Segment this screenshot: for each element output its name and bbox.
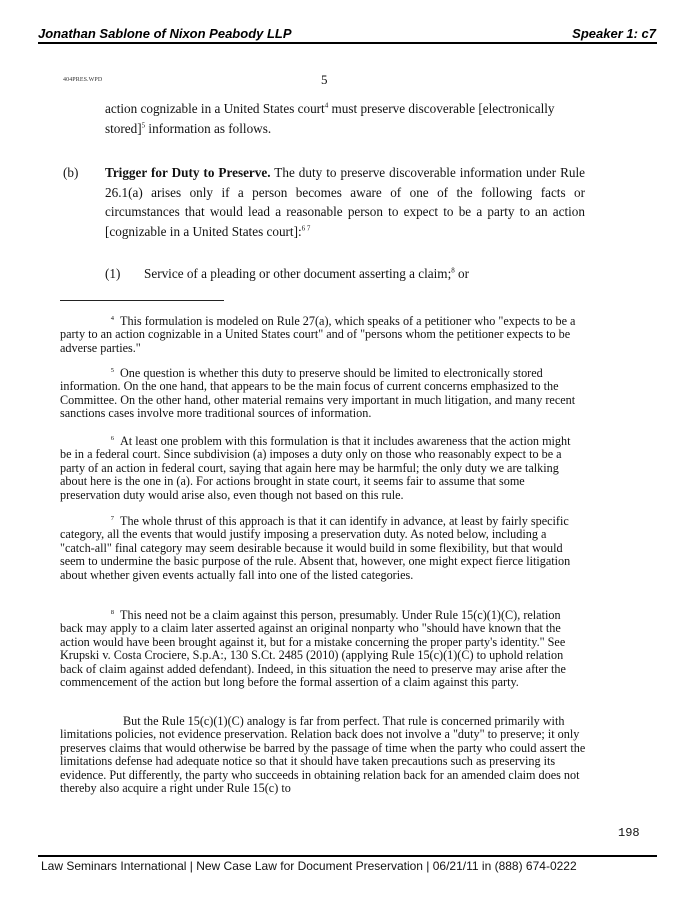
document-filename: 404PRES.WPD	[63, 77, 103, 83]
page-stamp: 198	[618, 826, 640, 840]
paragraph-b: Trigger for Duty to Preserve. The duty to preserve discoverable information under Rule 26.1(a) arises only if a person becomes aware of one of the following facts or circumstances that would lead a reasonable person to expect to be a party to an action [cognizable in a United States court]:$^{6 7}$	[105, 165, 585, 239]
footnote-4: $^4$ This formulation is modeled on Rule 27(a), which speaks of a petitioner who "expects to be a party to an action cognizable in a United States court" and of "persons whom the petitioner expects to be adverse parties."	[60, 314, 576, 355]
footnote-separator	[60, 300, 224, 301]
footnote-8: $^8$ This need not be a claim against this person, presumably. Under Rule 15(c)(1)(C), relation back may apply to a claim later asserted against an original nonparty who "should have known that the action would have been brought against it, but for a mistake concerning the proper party's identity." See Krupski v. Costa Crociere, S.p.A:, 130 S.Ct. 2485 (2010) (applying Rule 15(c)(1)(C) to uphold relation back of claim against added defendant). Indeed, in this situation the need to preserve may arise after the commencement of the action but long before the formal assertion of a claim against this party.	[60, 608, 566, 690]
document-page-number: 5	[321, 72, 328, 87]
item-1: Service of a pleading or other document asserting a claim;$^8$ or	[144, 266, 470, 281]
header-speaker-id: Speaker 1: c7	[572, 26, 656, 41]
footnote-ref-6-7: 6 7	[301, 224, 311, 233]
header-speaker-firm: Jonathan Sablone of Nixon Peabody LLP	[38, 26, 292, 41]
paragraph-b-heading: Trigger for Duty to Preserve.	[105, 165, 271, 180]
footnote-7: $^7$ The whole thrust of this approach is that it can identify in advance, at least by fairly specific category, all the events that would justify imposing a preservation duty. As noted below, including a "catch-all" final category may seem desirable because it would build in some flexibility, but that would seem to undermine the basic purpose of the rule. Absent that, however, one might expect fierce litigation about whether given events actually fall into one of the listed categories.	[60, 514, 571, 582]
paragraph-b-label: (b)	[63, 165, 79, 180]
footnote-ref-8: 8	[451, 266, 455, 275]
footnote-6: $^6$ At least one problem with this formulation is that it includes awareness that the action might be in a federal court. Since subdivision (a) imposes a duty only on those who reasonably expect to be a party of an action in federal court, saying that again here may be harmful; the only duty we are talking about here is the one in (a). For actions brought in state court, it seems fair to assume that some preservation duty would arise also, even though not based on this rule.	[60, 434, 571, 502]
paragraph-a-continuation: action cognizable in a United States court$^4$ must preserve discoverable [electronically stored]$^5$ information as follows.	[105, 101, 555, 136]
footnote-8-continuation: But the Rule 15(c)(1)(C) analogy is far from perfect. That rule is concerned primarily with limitations policies, not evidence preservation. Relation back does not involve a "duty" to preserve; it only preserves claims that would otherwise be barred by the passage of time when the party who could assert the limitations defense had adequate notice so that it should have taken precautions such as preserving its evidence. Put differently, the party who succeeds in obtaining relation back for an amended claim does not thereby also acquire a right under Rule 15(c) to	[60, 714, 586, 796]
footer-text: Law Seminars International | New Case Law for Document Preservation | 06/21/11 in (888) 674-0222	[41, 859, 577, 873]
footer-rule	[38, 855, 657, 857]
footnote-5: $^5$ One question is whether this duty to preserve should be limited to electronically stored information. On the one hand, that appears to be the main focus of current concerns emphasized to the Committee. On the other hand, other material remains very important in much litigation, and many recent sanctions cases involve more traditional sources of information.	[60, 366, 576, 421]
header-rule	[38, 42, 657, 44]
item-1-label: (1)	[105, 266, 121, 281]
footnote-ref-5: 5	[141, 121, 146, 130]
footnote-ref-4: 4	[324, 101, 329, 110]
